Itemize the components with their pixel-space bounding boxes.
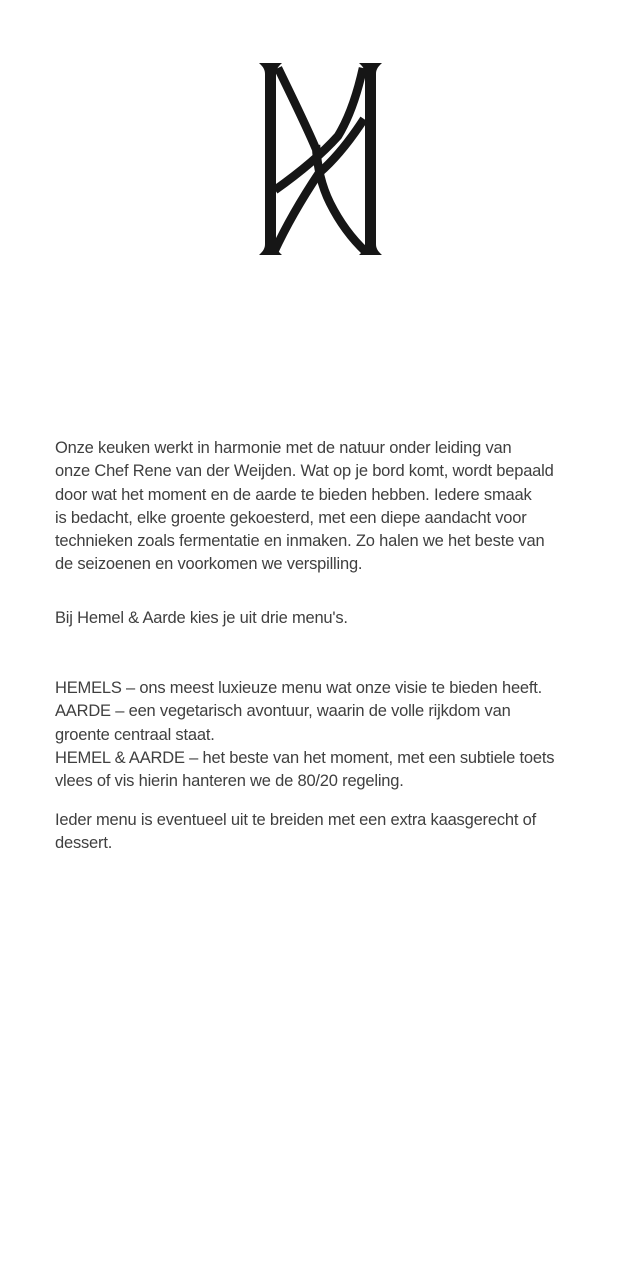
intro-line: door wat het moment en de aarde te bieden hebben. Iedere smaak bbox=[55, 485, 532, 504]
main-content bbox=[0, 437, 640, 855]
header bbox=[0, 0, 640, 260]
intro-line: onze Chef Rene van der Weijden. Wat op je bord komt, wordt bepaald bbox=[55, 462, 554, 481]
hemel-aarde-monogram-icon bbox=[259, 63, 382, 255]
intro-line: technieken zoals fermentatie en inmaken. Zo halen we het beste van bbox=[55, 532, 545, 551]
intro-paragraph bbox=[55, 437, 600, 577]
menu-item-hemel-aarde-continued: vlees of vis hierin hanteren we de 80/20 regeling. bbox=[55, 772, 404, 791]
logo-link[interactable] bbox=[259, 63, 382, 255]
menu-chooser-paragraph bbox=[55, 607, 600, 630]
extras-line: dessert. bbox=[55, 833, 113, 852]
menu-item-aarde-continued: groente centraal staat. bbox=[55, 725, 215, 744]
extras-line: Ieder menu is eventueel uit te breiden met een extra kaasgerecht of bbox=[55, 810, 536, 829]
extras-paragraph bbox=[55, 809, 600, 856]
menu-item-hemel-aarde: HEMEL & AARDE – het beste van het moment, met een subtiele toets bbox=[55, 748, 555, 767]
menu-list bbox=[55, 677, 600, 793]
menu-item-aarde: AARDE – een vegetarisch avontuur, waarin de volle rijkdom van bbox=[55, 702, 511, 721]
intro-line: is bedacht, elke groente gekoesterd, met een diepe aandacht voor bbox=[55, 508, 527, 527]
menu-item-hemels: HEMELS – ons meest luxieuze menu wat onze visie te bieden heeft. bbox=[55, 679, 543, 698]
intro-line: de seizoenen en voorkomen we verspilling. bbox=[55, 555, 363, 574]
menu-chooser-line: Bij Hemel & Aarde kies je uit drie menu's. bbox=[55, 608, 348, 627]
intro-line: Onze keuken werkt in harmonie met de natuur onder leiding van bbox=[55, 439, 512, 457]
